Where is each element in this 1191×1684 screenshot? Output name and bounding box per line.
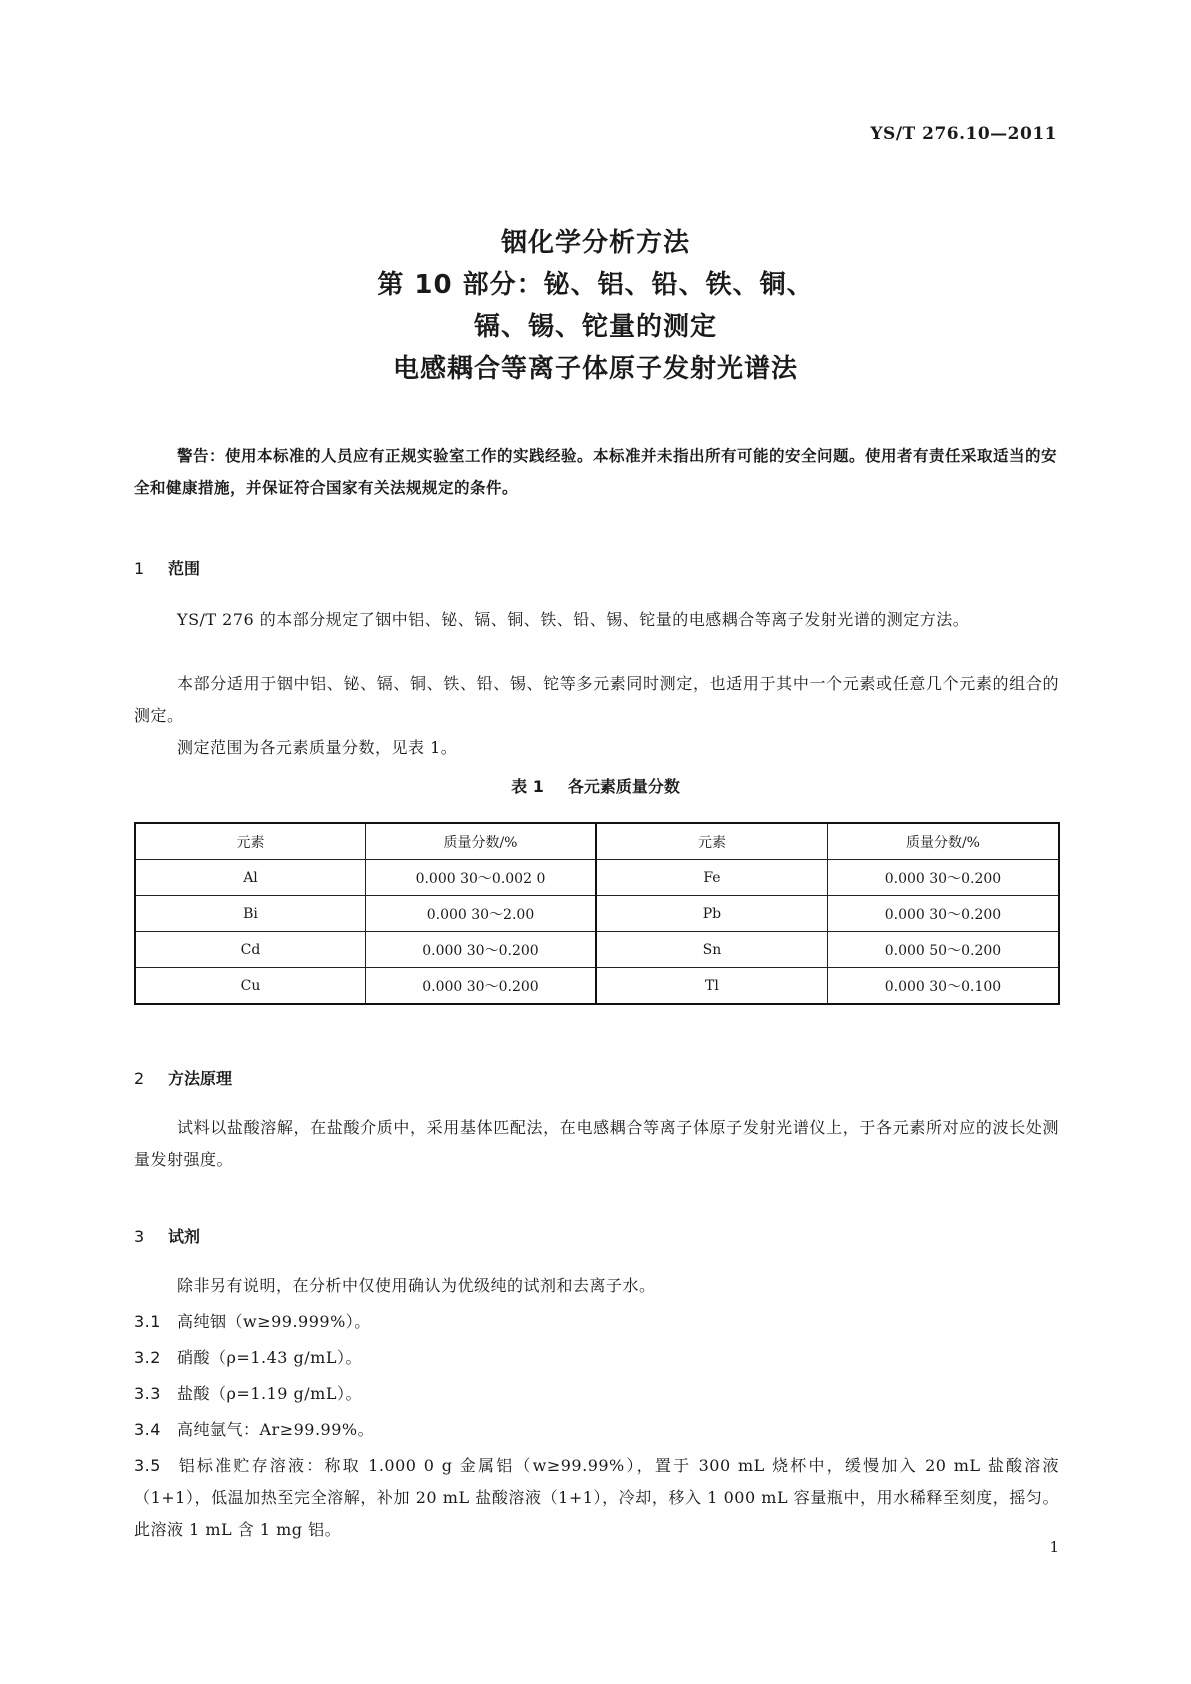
section-1-paragraph-1: YS/T 276 的本部分规定了铟中铝、铋、镉、铜、铁、铅、锡、铊量的电感耦合等离子发射光谱的测定方法。 (177, 610, 970, 629)
title-line-1: 铟化学分析方法 (500, 228, 690, 258)
table-header-row (135, 823, 1059, 860)
section-1-heading (134, 556, 200, 579)
section-1-paragraph-3: 测定范围为各元素质量分数，见表 1。 (177, 738, 458, 757)
reagent-item-text: 盐酸（ρ=1.19 g/mL）。 (177, 1384, 362, 1403)
section-3-number: 3 (134, 1227, 145, 1246)
reagent-item-number: 3.2 (134, 1348, 161, 1367)
section-3-paragraph-1: 除非另有说明，在分析中仅使用确认为优级纯的试剂和去离子水。 (177, 1276, 656, 1295)
table-cell: 0.000 30～0.200 (827, 860, 1059, 896)
standard-code: YS/T 276.10—2011 (870, 124, 1057, 144)
reagent-item (134, 1342, 1059, 1374)
table-row (135, 968, 1059, 1005)
table-header-cell: 质量分数/% (827, 823, 1059, 860)
table-cell: 0.000 30～0.200 (365, 932, 596, 968)
table-cell: Fe (596, 860, 827, 896)
reagent-item-text: 高纯铟（w≥99.999%）。 (177, 1312, 371, 1331)
table-cell: Al (135, 860, 365, 896)
table-cell: 0.000 30～2.00 (365, 896, 596, 932)
table-row (135, 932, 1059, 968)
section-2-number: 2 (134, 1069, 145, 1088)
table-cell: 0.000 30～0.200 (365, 968, 596, 1005)
title-line-3: 镉、锡、铊量的测定 (473, 312, 717, 342)
reagent-item-number: 3.1 (134, 1312, 161, 1331)
table-1-caption (0, 774, 1191, 797)
table-1-title: 各元素质量分数 (567, 777, 680, 796)
table-cell: Tl (596, 968, 827, 1005)
table-cell: Sn (596, 932, 827, 968)
table-1-label: 表 1 (511, 777, 544, 796)
reagent-item (134, 1414, 1059, 1446)
reagent-item-number: 3.3 (134, 1384, 161, 1403)
table-header-cell: 元素 (596, 823, 827, 860)
table-cell: Pb (596, 896, 827, 932)
title-line-2: 第 10 部分：铋、铝、铅、铁、铜、 (377, 270, 814, 300)
warning-paragraph: 警告：使用本标准的人员应有正规实验室工作的实践经验。本标准并未指出所有可能的安全问题。使用者有责任采取适当的安全和健康措施，并保证符合国家有关法规规定的条件。 (134, 447, 1058, 497)
reagent-item-text: 硝酸（ρ=1.43 g/mL）。 (177, 1348, 362, 1367)
table-cell: 0.000 30～0.002 0 (365, 860, 596, 896)
section-2-paragraph-1: 试料以盐酸溶解，在盐酸介质中，采用基体匹配法，在电感耦合等离子体原子发射光谱仪上，于各元素所对应的波长处测量发射强度。 (134, 1118, 1059, 1169)
table-cell: 0.000 30～0.100 (827, 968, 1059, 1005)
table-cell: 0.000 50～0.200 (827, 932, 1059, 968)
reagent-item (134, 1378, 1059, 1410)
table-cell: Bi (135, 896, 365, 932)
table-header-cell: 质量分数/% (365, 823, 596, 860)
section-2-heading (134, 1066, 232, 1089)
reagent-item-number: 3.5 (134, 1456, 161, 1475)
table-cell: Cu (135, 968, 365, 1005)
table-row (135, 860, 1059, 896)
table-header-cell: 元素 (135, 823, 365, 860)
section-1-number: 1 (134, 559, 145, 578)
document-title (0, 222, 1191, 390)
reagent-item (134, 1450, 1059, 1546)
section-2-title: 方法原理 (168, 1069, 233, 1088)
element-mass-fraction-table (134, 822, 1060, 1005)
section-1-paragraph-2: 本部分适用于铟中铝、铋、镉、铜、铁、铅、锡、铊等多元素同时测定，也适用于其中一个元素或任意几个元素的组合的测定。 (134, 674, 1059, 725)
section-1-title: 范围 (168, 559, 201, 578)
table-row (135, 896, 1059, 932)
page-number: 1 (1049, 1538, 1059, 1556)
reagent-item-number: 3.4 (134, 1420, 161, 1439)
reagent-item (134, 1306, 1059, 1338)
reagent-item-text: 铝标准贮存溶液：称取 1.000 0 g 金属铝（w≥99.99%），置于 300 mL 烧杯中，缓慢加入 20 mL 盐酸溶液（1+1），低温加热至完全溶解，补加 20 mL 盐酸溶液（1+1），冷却，移入 1 000 mL 容量瓶中，用水稀释至刻度，摇匀。此溶液 1 mL 含 1 mg 铝。 (134, 1456, 1059, 1539)
table-cell: 0.000 30～0.200 (827, 896, 1059, 932)
title-line-4: 电感耦合等离子体原子发射光谱法 (392, 354, 798, 384)
table-cell: Cd (135, 932, 365, 968)
reagent-item-text: 高纯氩气：Ar≥99.99%。 (177, 1420, 375, 1439)
section-3-title: 试剂 (168, 1227, 201, 1246)
section-3-heading (134, 1224, 200, 1247)
